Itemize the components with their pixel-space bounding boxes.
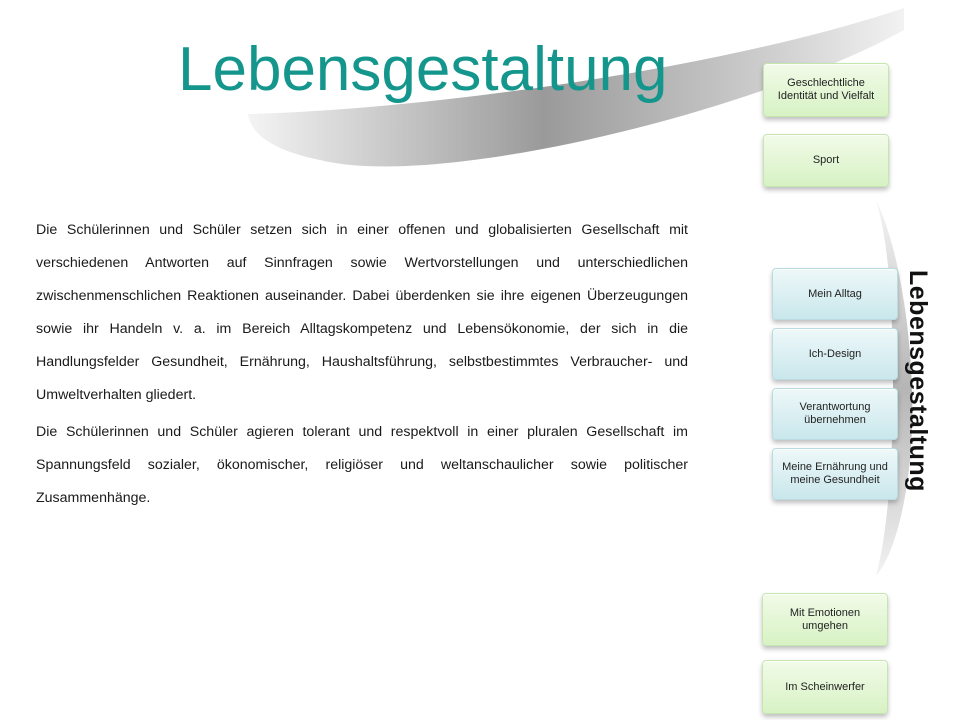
nav-button-ich-design[interactable]: [772, 328, 898, 380]
paragraph-1: Die Schülerinnen und Schüler setzen sich in einer offenen und globalisierten Gesellschaft mit verschiedenen Antworten auf Sinnfragen sowie Wertvorstellungen und unterschiedlichen zwischenmenschlichen Reaktionen auseinander. Dabei überdenken sie ihre eigenen Überzeugungen sowie ihr Handeln v. a. im Bereich Alltagskompetenz und Lebensökonomie, der sich in die Handlungsfelder Gesundheit, Ernährung, Haushaltsführung, selbstbestimmtes Verbraucher- und Umweltverhalten gliedert.: [36, 222, 688, 403]
side-title: Lebensgestaltung: [904, 270, 932, 492]
nav-button-verantwortung[interactable]: [772, 388, 898, 440]
nav-button-geschlechtliche-identitaet[interactable]: [763, 63, 889, 117]
nav-button-label: Mit Emotionen umgehen: [789, 606, 861, 632]
nav-button-scheinwerfer[interactable]: [762, 660, 888, 714]
nav-button-label: Mein Alltag: [808, 287, 862, 300]
nav-button-ernaehrung-gesundheit[interactable]: [772, 448, 898, 500]
paragraph-2: Die Schülerinnen und Schüler agieren tolerant und respektvoll in einer pluralen Gesellschaft im Spannungsfeld sozialer, ökonomischer, religiöser und weltanschaulicher sowie politischer Zusammenhänge.: [36, 424, 688, 506]
nav-button-label: Ich-Design: [808, 347, 862, 360]
nav-button-sport[interactable]: [763, 134, 889, 187]
nav-button-label: Verantwortung übernehmen: [799, 401, 871, 426]
body-text: [36, 214, 688, 519]
nav-button-mein-alltag[interactable]: [772, 268, 898, 320]
nav-button-label: Geschlechtliche Identität und Vielfalt: [777, 77, 875, 102]
nav-button-label: Im Scheinwerfer: [785, 680, 865, 693]
nav-button-emotionen[interactable]: [762, 593, 888, 646]
nav-button-label: Sport: [812, 154, 840, 166]
nav-button-label: Meine Ernährung und meine Gesundheit: [782, 461, 888, 486]
page-title: Lebensgestaltung: [178, 35, 668, 104]
